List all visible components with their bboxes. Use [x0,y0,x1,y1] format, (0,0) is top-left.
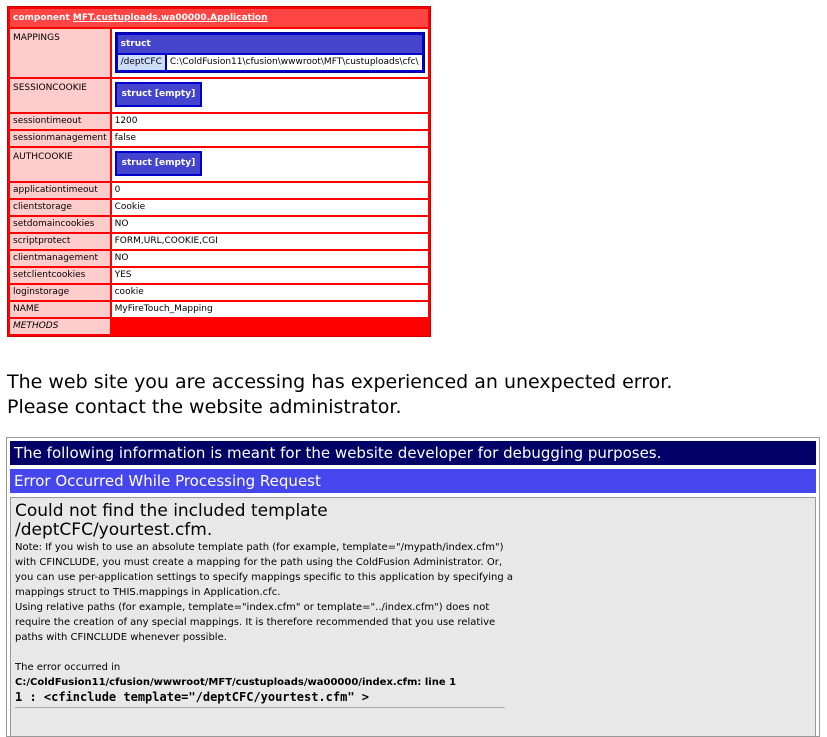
mappings-struct-key[interactable]: /deptCFC [118,55,165,70]
sessionmanagement-value: false [112,131,428,146]
debug-code-divider [15,707,505,708]
applicationtimeout-key[interactable]: applicationtimeout [10,183,110,198]
sessioncookie-value [112,79,428,112]
scriptprotect-key[interactable]: scriptprotect [10,234,110,249]
clientstorage-value: Cookie [112,200,428,215]
error-message [7,370,672,420]
debug-note-text: Note: If you wish to use an absolute template path (for example, template="/mypath/index.cfm") with CFINCLUDE, you must create a mapping for the path using the ColdFusion Administrator. Or, you can use per-application settings to specify mappings specific to this application by specifying a mappings struct to THIS.mappings in Application.cfc. [15,542,514,598]
mappings-struct [115,32,425,73]
methods-key[interactable]: METHODS [10,319,110,334]
component-dump-header[interactable] [10,9,428,27]
mappings-struct-header[interactable]: struct [118,35,422,53]
component-name-link[interactable]: MFT.custuploads.wa00000.Application [72,13,268,23]
setdomaincookies-value: NO [112,217,428,232]
debug-occurred-path: C:/ColdFusion11/cfusion/wwwroot/MFT/custuploads/wa00000/index.cfm: line 1 [15,677,457,688]
sessioncookie-struct-empty[interactable]: struct [empty] [115,82,203,107]
setclientcookies-key[interactable]: setclientcookies [10,268,110,283]
sessiontimeout-value: 1200 [112,114,428,129]
debug-code-line: 1 : <cfinclude template="/deptCFC/yourtest.cfm" > [15,690,370,704]
authcookie-value [112,148,428,181]
setclientcookies-value: YES [112,268,428,283]
sessiontimeout-key[interactable]: sessiontimeout [10,114,110,129]
error-message-line2: Please contact the website administrator. [7,396,402,418]
mappings-struct-value: C:\ColdFusion11\cfusion\wwwroot\MFT\custuploads\cfc\ [167,55,422,70]
methods-value [112,319,428,334]
sessionmanagement-key[interactable]: sessionmanagement [10,131,110,146]
sessioncookie-key[interactable]: SESSIONCOOKIE [10,79,110,112]
debug-title: Error Occurred While Processing Request [10,469,816,493]
mappings-value [112,29,428,77]
applicationtimeout-value: 0 [112,183,428,198]
debug-panel [6,437,820,737]
clientmanagement-value: NO [112,251,428,266]
authcookie-key[interactable]: AUTHCOOKIE [10,148,110,181]
debug-body [10,497,816,736]
error-message-line1: The web site you are accessing has experienced an unexpected error. [7,371,673,393]
component-dump-table [7,6,431,337]
loginstorage-key[interactable]: loginstorage [10,285,110,300]
clientstorage-key[interactable]: clientstorage [10,200,110,215]
mappings-key[interactable]: MAPPINGS [10,29,110,77]
setdomaincookies-key[interactable]: setdomaincookies [10,217,110,232]
loginstorage-value: cookie [112,285,428,300]
name-key[interactable]: NAME [10,302,110,317]
name-value: MyFireTouch_Mapping [112,302,428,317]
debug-relative-paths-text: Using relative paths (for example, template="index.cfm" or template="../index.cfm") does not require the creation of any special mappings. It is therefore recommended that you use relative paths with CFINCLUDE whenever possible. [15,602,496,643]
debug-occurred-label: The error occurred in [15,662,121,673]
clientmanagement-key[interactable]: clientmanagement [10,251,110,266]
component-prefix: component [13,13,70,23]
debug-heading: Could not find the included template /deptCFC/yourtest.cfm. [15,501,328,540]
scriptprotect-value: FORM,URL,COOKIE,CGI [112,234,428,249]
debug-spacer [15,645,811,660]
debug-note: The following information is meant for the website developer for debugging purposes. [10,441,816,465]
authcookie-struct-empty[interactable]: struct [empty] [115,151,203,176]
